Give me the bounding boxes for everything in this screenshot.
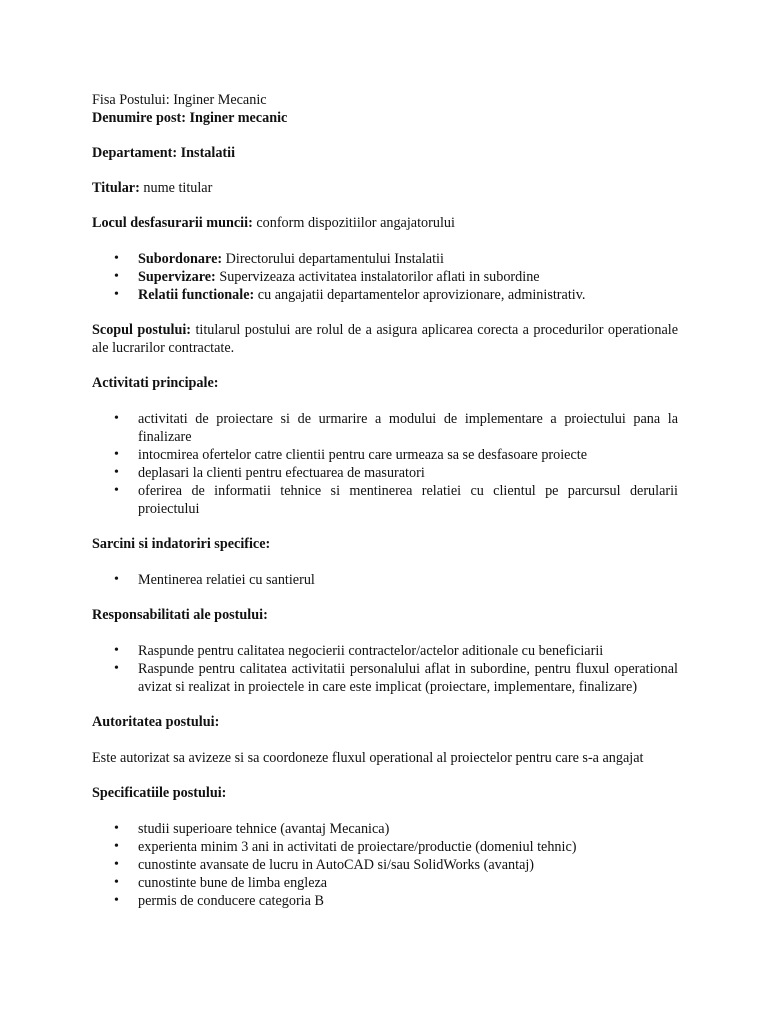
section-title-responsabilitati: Responsabilitati ale postului: — [92, 607, 268, 623]
relation-label: Supervizare: — [138, 269, 216, 285]
relation-text: Supervizeaza activitatea instalatorilor aflati in subordine — [215, 269, 540, 285]
list-item — [92, 464, 678, 482]
list-item — [92, 856, 678, 874]
bullet-icon: • — [114, 857, 119, 872]
list-item — [92, 642, 678, 660]
list-item-text: studii superioare tehnice (avantaj Mecanica) — [138, 821, 390, 837]
list-item — [92, 410, 678, 446]
relations-list — [92, 250, 678, 304]
titular-label: Titular: — [92, 180, 140, 196]
list-item-text: Raspunde pentru calitatea activitatii personalului aflat in subordine, pentru fluxul operational avizat si realizat in proiectele in care este implicat (proiectare, implementare, finalizare) — [138, 661, 678, 695]
list-item — [92, 286, 678, 304]
authority-paragraph: Este autorizat sa avizeze si sa coordoneze fluxul operational al proiectelor pentru care s-a angajat — [92, 750, 644, 766]
relation-label: Subordonare: — [138, 251, 223, 267]
work-location-value: conform dispozitiilor angajatorului — [252, 215, 455, 231]
list-item — [92, 820, 678, 838]
bullet-icon: • — [114, 251, 119, 266]
job-purpose-label: Scopul postului: — [92, 322, 192, 338]
bullet-icon: • — [114, 483, 119, 498]
section-title-activitati: Activitati principale: — [92, 375, 219, 391]
list-item-text: oferirea de informatii tehnice si mentinerea relatiei cu clientul pe parcursul derularii proiectului — [138, 483, 678, 517]
bullet-icon: • — [114, 821, 119, 836]
relation-text: Directorului departamentului Instalatii — [222, 251, 444, 267]
relation-text: cu angajatii departamentelor aprovizionare, administrativ. — [254, 287, 586, 303]
list-item — [92, 571, 678, 589]
list-item-text: experienta minim 3 ani in activitati de proiectare/productie (domeniul tehnic) — [138, 839, 577, 855]
bullet-icon: • — [114, 465, 119, 480]
job-purpose-paragraph — [92, 321, 678, 357]
job-purpose-text: titularul postului are rolul de a asigura aplicarea corecta a procedurilor operationale ale lucrarilor contractate. — [92, 322, 678, 356]
bullet-icon: • — [114, 411, 119, 426]
list-item — [92, 250, 678, 268]
list-item — [92, 660, 678, 696]
bullet-icon: • — [114, 572, 119, 587]
section-title-specificatii: Specificatiile postului: — [92, 785, 227, 801]
document-page — [92, 91, 678, 910]
activitati-list — [92, 410, 678, 518]
work-location-label: Locul desfasurarii muncii: — [92, 215, 253, 231]
bullet-icon: • — [114, 661, 119, 676]
list-item-text: cunostinte avansate de lucru in AutoCAD si/sau SolidWorks (avantaj) — [138, 857, 535, 873]
post-title-field: Denumire post: Inginer mecanic — [92, 110, 288, 126]
bullet-icon: • — [114, 643, 119, 658]
list-item — [92, 482, 678, 518]
list-item-text: cunostinte bune de limba engleza — [138, 875, 328, 891]
list-item-text: Mentinerea relatiei cu santierul — [138, 572, 315, 588]
relation-label: Relatii functionale: — [138, 287, 255, 303]
section-title-sarcini: Sarcini si indatoriri specifice: — [92, 536, 271, 552]
list-item-text: Raspunde pentru calitatea negocierii contractelor/actelor aditionale cu beneficiarii — [138, 643, 604, 659]
list-item — [92, 268, 678, 286]
titular-value: nume titular — [139, 180, 213, 196]
list-item — [92, 446, 678, 464]
bullet-icon: • — [114, 269, 119, 284]
sarcini-list — [92, 571, 678, 589]
specificatii-list — [92, 820, 678, 910]
bullet-icon: • — [114, 839, 119, 854]
responsabilitati-list — [92, 642, 678, 696]
document-heading: Fisa Postului: Inginer Mecanic — [92, 92, 267, 108]
department-field: Departament: Instalatii — [92, 145, 236, 161]
list-item — [92, 892, 678, 910]
list-item-text: intocmirea ofertelor catre clientii pentru care urmeaza sa se desfasoare proiecte — [138, 447, 588, 463]
titular-field — [92, 179, 678, 197]
list-item-text: activitati de proiectare si de urmarire a modului de implementare a proiectului pana la finalizare — [138, 411, 678, 445]
work-location-field — [92, 214, 678, 232]
bullet-icon: • — [114, 875, 119, 890]
bullet-icon: • — [114, 287, 119, 302]
bullet-icon: • — [114, 893, 119, 908]
bullet-icon: • — [114, 447, 119, 462]
list-item — [92, 874, 678, 892]
list-item-text: permis de conducere categoria B — [138, 893, 324, 909]
list-item — [92, 838, 678, 856]
section-title-autoritatea: Autoritatea postului: — [92, 714, 220, 730]
list-item-text: deplasari la clienti pentru efectuarea de masuratori — [138, 465, 425, 481]
